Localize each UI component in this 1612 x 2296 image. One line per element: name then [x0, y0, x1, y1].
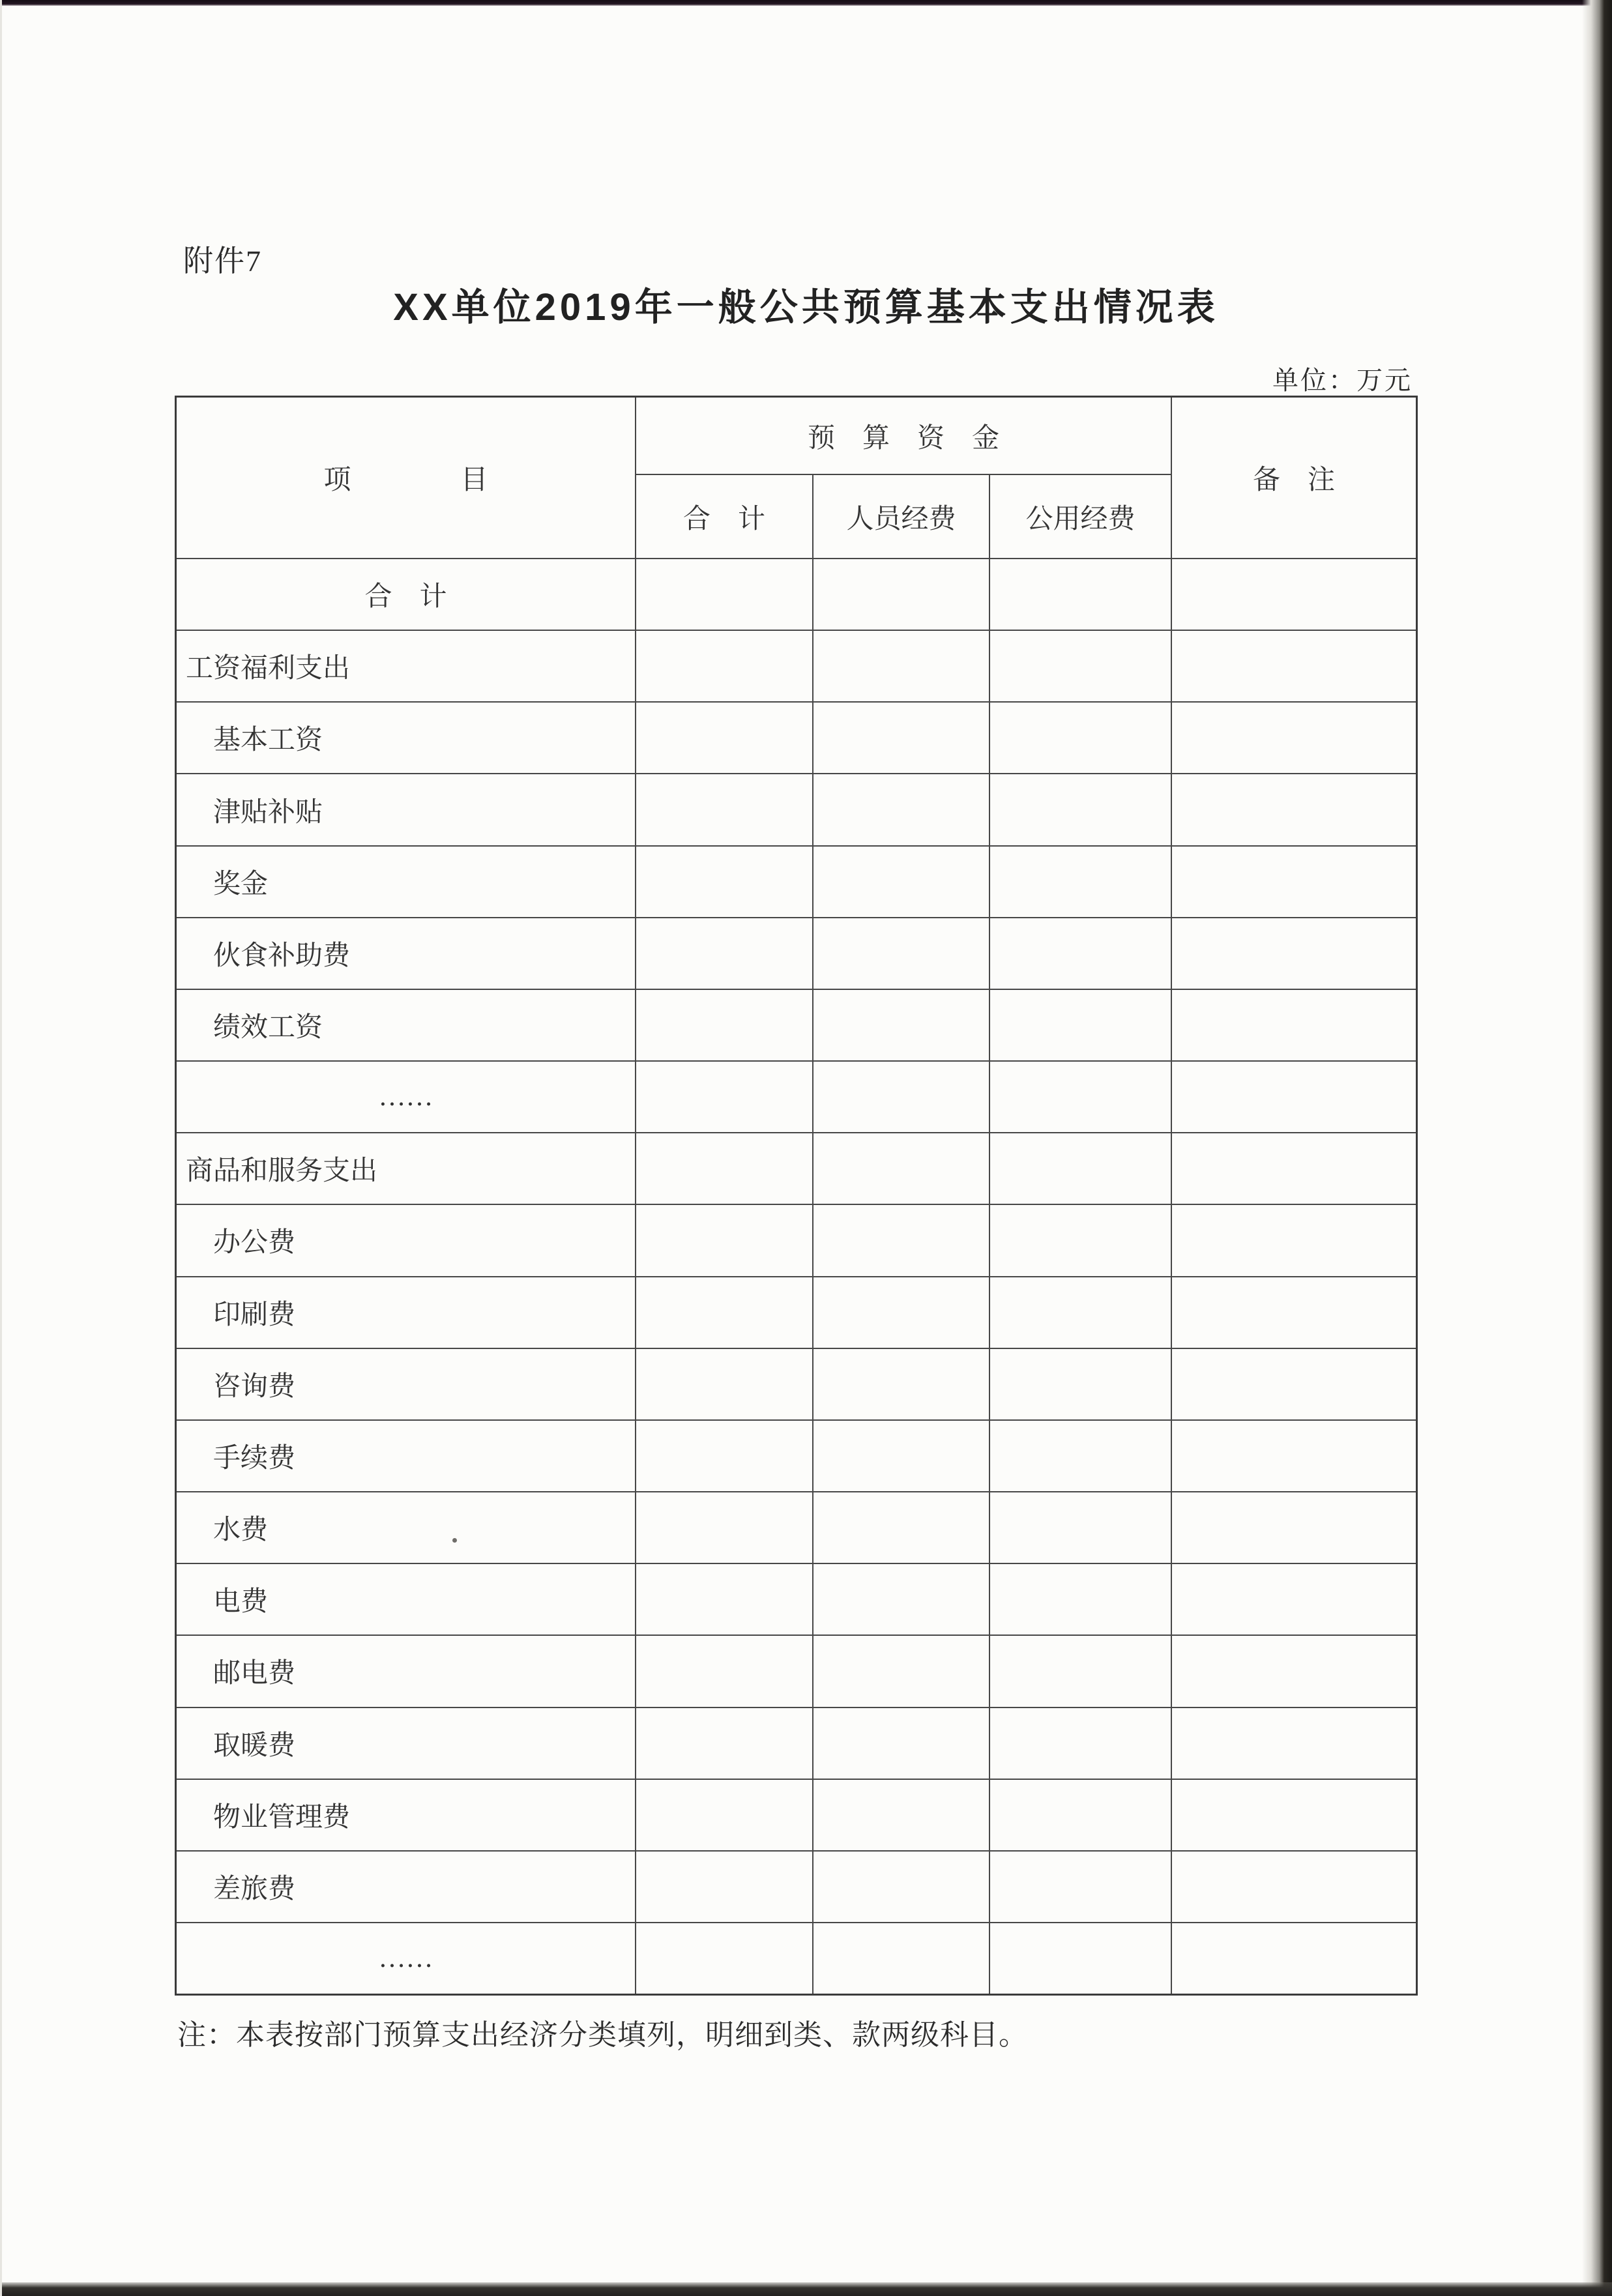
cell-personnel — [813, 1923, 990, 1994]
cell-total — [636, 559, 813, 630]
cell-remark — [1172, 631, 1416, 701]
scan-edge-top — [0, 0, 1612, 6]
cell-personnel — [813, 990, 990, 1060]
cell-public — [990, 1852, 1172, 1922]
table-row — [177, 917, 1416, 989]
row-label: 邮电费 — [177, 1636, 636, 1706]
row-label: 水费 — [177, 1492, 636, 1563]
table-body — [177, 558, 1416, 1994]
row-label: 咨询费 — [177, 1349, 636, 1419]
footnote: 注：本表按部门预算支出经济分类填列，明细到类、款两级科目。 — [177, 2019, 1028, 2051]
header-budget-subrow — [636, 475, 1171, 558]
cell-total — [636, 1564, 813, 1635]
cell-personnel — [813, 1421, 990, 1491]
cell-remark — [1172, 1636, 1416, 1706]
cell-personnel — [813, 1205, 990, 1275]
table-row — [177, 1922, 1416, 1994]
cell-public — [990, 1636, 1172, 1706]
cell-remark — [1172, 1708, 1416, 1779]
table-row — [177, 1850, 1416, 1922]
cell-remark — [1172, 1062, 1416, 1132]
table-row — [177, 845, 1416, 917]
header-budget-group — [636, 398, 1172, 558]
row-label: 工资福利支出 — [177, 631, 636, 701]
row-label: 津贴补贴 — [177, 774, 636, 845]
cell-public — [990, 1564, 1172, 1635]
cell-remark — [1172, 1205, 1416, 1275]
unit-label: 单位：万元 — [1272, 366, 1413, 395]
cell-remark — [1172, 918, 1416, 989]
row-label: …… — [177, 1923, 636, 1994]
cell-total — [636, 1492, 813, 1563]
scan-edge-right — [1582, 0, 1612, 2296]
cell-personnel — [813, 703, 990, 773]
cell-personnel — [813, 1636, 990, 1706]
cell-public — [990, 1133, 1172, 1204]
cell-personnel — [813, 1852, 990, 1922]
row-label: 办公费 — [177, 1205, 636, 1275]
table-row — [177, 1635, 1416, 1706]
scan-edge-bottom — [0, 2282, 1612, 2296]
cell-personnel — [813, 1564, 990, 1635]
cell-personnel — [813, 1708, 990, 1779]
cell-public — [990, 1349, 1172, 1419]
row-label: 绩效工资 — [177, 990, 636, 1060]
cell-total — [636, 1349, 813, 1419]
row-label: 物业管理费 — [177, 1780, 636, 1850]
table-row — [177, 1060, 1416, 1132]
cell-remark — [1172, 990, 1416, 1060]
cell-total — [636, 1421, 813, 1491]
cell-personnel — [813, 774, 990, 845]
cell-public — [990, 1421, 1172, 1491]
cell-remark — [1172, 1133, 1416, 1204]
cell-remark — [1172, 1852, 1416, 1922]
cell-total — [636, 1205, 813, 1275]
table-header — [177, 398, 1416, 558]
cell-public — [990, 1780, 1172, 1850]
cell-public — [990, 847, 1172, 917]
cell-public — [990, 774, 1172, 845]
table-row — [177, 1563, 1416, 1635]
cell-total — [636, 1636, 813, 1706]
cell-remark — [1172, 1349, 1416, 1419]
cell-public — [990, 559, 1172, 630]
table-row — [177, 1419, 1416, 1491]
cell-personnel — [813, 559, 990, 630]
cell-total — [636, 774, 813, 845]
row-label: 手续费 — [177, 1421, 636, 1491]
cell-total — [636, 1277, 813, 1348]
cell-public — [990, 1708, 1172, 1779]
row-label: 基本工资 — [177, 703, 636, 773]
cell-personnel — [813, 1062, 990, 1132]
cell-remark — [1172, 1277, 1416, 1348]
table-row — [177, 989, 1416, 1060]
cell-public — [990, 1923, 1172, 1994]
cell-personnel — [813, 1492, 990, 1563]
cell-total — [636, 1780, 813, 1850]
table-row — [177, 630, 1416, 701]
cell-personnel — [813, 1277, 990, 1348]
cell-total — [636, 1923, 813, 1994]
table-row — [177, 1204, 1416, 1275]
header-budget-funds: 预 算 资 金 — [636, 398, 1171, 475]
table-row — [177, 1132, 1416, 1204]
table-row — [177, 1348, 1416, 1419]
budget-table — [175, 396, 1418, 1996]
scan-edge-left — [0, 0, 2, 2296]
row-label: 商品和服务支出 — [177, 1133, 636, 1204]
cell-remark — [1172, 1421, 1416, 1491]
cell-personnel — [813, 918, 990, 989]
header-personnel: 人员经费 — [813, 475, 990, 558]
cell-public — [990, 990, 1172, 1060]
cell-remark — [1172, 559, 1416, 630]
cell-total — [636, 1708, 813, 1779]
cell-remark — [1172, 1923, 1416, 1994]
row-label: 印刷费 — [177, 1277, 636, 1348]
row-label: 取暖费 — [177, 1708, 636, 1779]
cell-public — [990, 631, 1172, 701]
table-row — [177, 1779, 1416, 1850]
cell-remark — [1172, 1780, 1416, 1850]
row-label: 差旅费 — [177, 1852, 636, 1922]
row-label: 奖金 — [177, 847, 636, 917]
table-row — [177, 1707, 1416, 1779]
cell-total — [636, 703, 813, 773]
cell-total — [636, 631, 813, 701]
table-row — [177, 701, 1416, 773]
cell-public — [990, 703, 1172, 773]
row-label: 伙食补助费 — [177, 918, 636, 989]
cell-public — [990, 918, 1172, 989]
cell-total — [636, 918, 813, 989]
header-total: 合 计 — [636, 475, 813, 558]
cell-personnel — [813, 1349, 990, 1419]
cell-total — [636, 1062, 813, 1132]
cell-personnel — [813, 1133, 990, 1204]
table-row — [177, 1276, 1416, 1348]
row-label: 电费 — [177, 1564, 636, 1635]
table-row — [177, 558, 1416, 630]
row-label: 合 计 — [177, 559, 636, 630]
cell-total — [636, 1133, 813, 1204]
cell-total — [636, 990, 813, 1060]
cell-public — [990, 1205, 1172, 1275]
attachment-label: 附件7 — [183, 244, 262, 278]
header-public: 公用经费 — [1025, 504, 1136, 534]
page-title: XX单位2019年一般公共预算基本支出情况表 — [393, 286, 1219, 328]
cell-remark — [1172, 847, 1416, 917]
cell-public — [990, 1062, 1172, 1132]
cell-personnel — [813, 631, 990, 701]
cell-total — [636, 1852, 813, 1922]
header-remark: 备 注 — [1252, 465, 1335, 495]
table-row — [177, 1491, 1416, 1563]
cell-personnel — [813, 1780, 990, 1850]
cell-personnel — [813, 847, 990, 917]
header-item: 项 目 — [177, 398, 636, 558]
cell-remark — [1172, 703, 1416, 773]
cell-remark — [1172, 774, 1416, 845]
cell-remark — [1172, 1564, 1416, 1635]
cell-remark — [1172, 1492, 1416, 1563]
row-label: …… — [177, 1062, 636, 1132]
cell-total — [636, 847, 813, 917]
table-row — [177, 773, 1416, 845]
cell-public — [990, 1277, 1172, 1348]
cell-public — [990, 1492, 1172, 1563]
